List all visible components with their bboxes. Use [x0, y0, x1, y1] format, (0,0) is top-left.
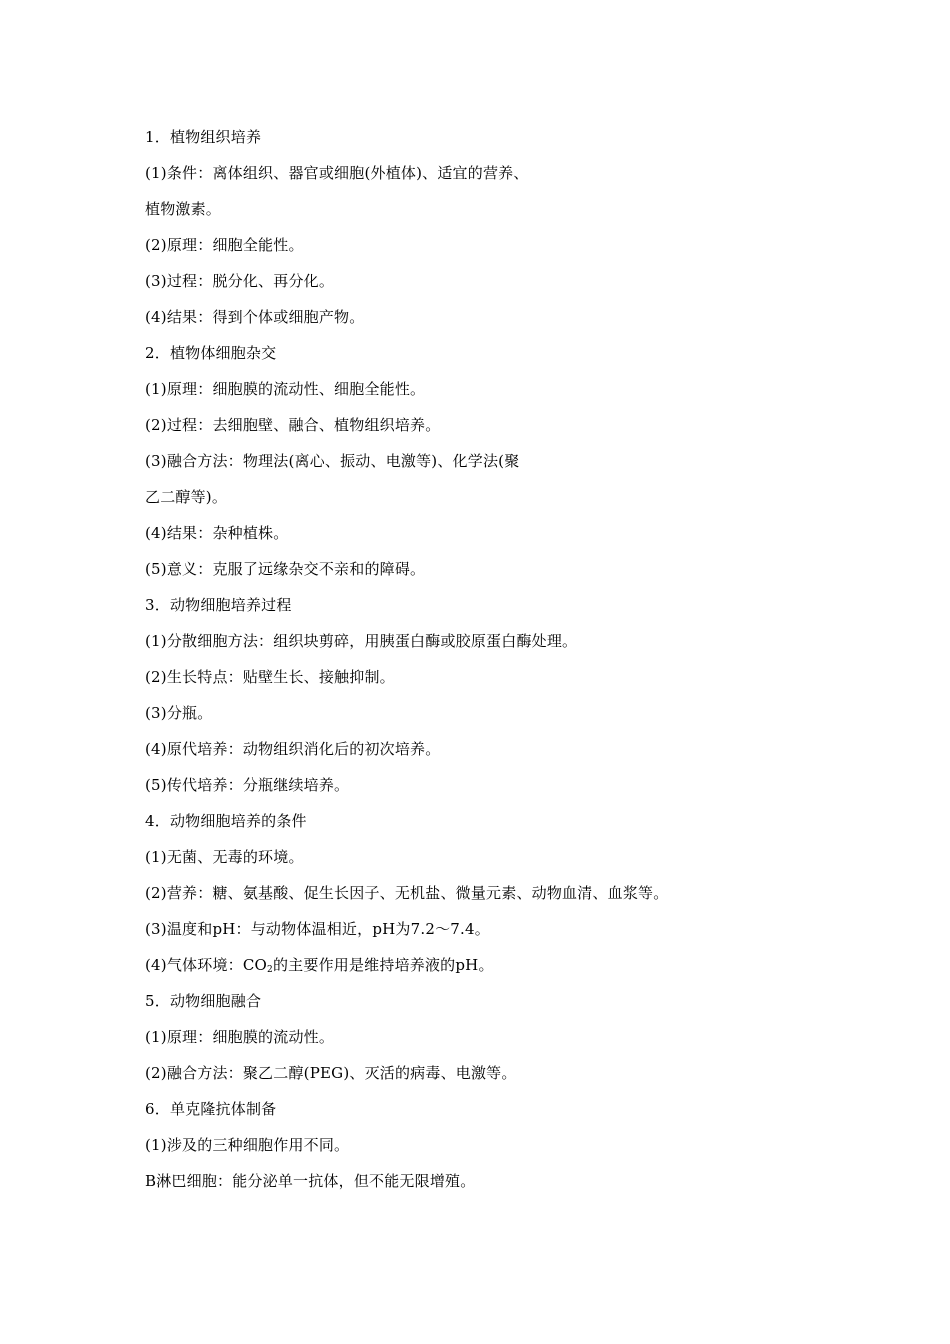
- section-heading-plant-tissue-culture: 1．植物组织培养: [145, 128, 262, 146]
- text-line: (4)结果：杂种植株。: [145, 524, 289, 542]
- text-line: 植物激素。: [145, 200, 222, 218]
- text-line: (2)融合方法：聚乙二醇(PEG)、灭活的病毒、电激等。: [145, 1064, 517, 1082]
- text-line: (3)融合方法：物理法(离心、振动、电激等)、化学法(聚: [145, 452, 520, 470]
- text-segment: 的主要作用是维持培养液的pH。: [272, 956, 494, 974]
- text-line: (3)分瓶。: [145, 704, 213, 722]
- text-line: (5)意义：克服了远缘杂交不亲和的障碍。: [145, 560, 426, 578]
- text-line: (2)营养：糖、氨基酸、促生长因子、无机盐、微量元素、动物血清、血浆等。: [145, 884, 669, 902]
- section-heading-animal-cell-culture-process: 3．动物细胞培养过程: [145, 596, 292, 614]
- text-segment: (4)气体环境：CO: [145, 956, 268, 974]
- text-line: (1)条件：离体组织、器官或细胞(外植体)、适宜的营养、: [145, 164, 529, 182]
- section-heading-somatic-hybridization: 2．植物体细胞杂交: [145, 344, 277, 362]
- text-line: (1)分散细胞方法：组织块剪碎，用胰蛋白酶或胶原蛋白酶处理。: [145, 632, 578, 650]
- text-line: (5)传代培养：分瓶继续培养。: [145, 776, 350, 794]
- section-heading-animal-cell-fusion: 5．动物细胞融合: [145, 992, 262, 1010]
- subscript-2: 2: [267, 965, 273, 975]
- text-line: (1)涉及的三种细胞作用不同。: [145, 1136, 350, 1154]
- text-line: (4)结果：得到个体或细胞产物。: [145, 308, 365, 326]
- text-line: B淋巴细胞：能分泌单一抗体，但不能无限增殖。: [145, 1172, 476, 1190]
- text-line: (3)过程：脱分化、再分化。: [145, 272, 335, 290]
- text-line: (2)过程：去细胞壁、融合、植物组织培养。: [145, 416, 441, 434]
- text-line: (2)生长特点：贴壁生长、接触抑制。: [145, 668, 395, 686]
- section-heading-monoclonal-antibody: 6．单克隆抗体制备: [145, 1100, 277, 1118]
- text-line: (1)无菌、无毒的环境。: [145, 848, 304, 866]
- text-line: (1)原理：细胞膜的流动性。: [145, 1028, 335, 1046]
- section-heading-animal-cell-culture-conditions: 4．动物细胞培养的条件: [145, 812, 307, 830]
- text-line: (2)原理：细胞全能性。: [145, 236, 304, 254]
- text-line: (3)温度和pH：与动物体温相近，pH为7.2～7.4。: [145, 920, 490, 938]
- text-line: 乙二醇等)。: [145, 488, 228, 506]
- document-body: [145, 119, 865, 1199]
- text-line: (1)原理：细胞膜的流动性、细胞全能性。: [145, 380, 426, 398]
- text-line: (4)原代培养：动物组织消化后的初次培养。: [145, 740, 441, 758]
- text-line-co2: [145, 947, 865, 983]
